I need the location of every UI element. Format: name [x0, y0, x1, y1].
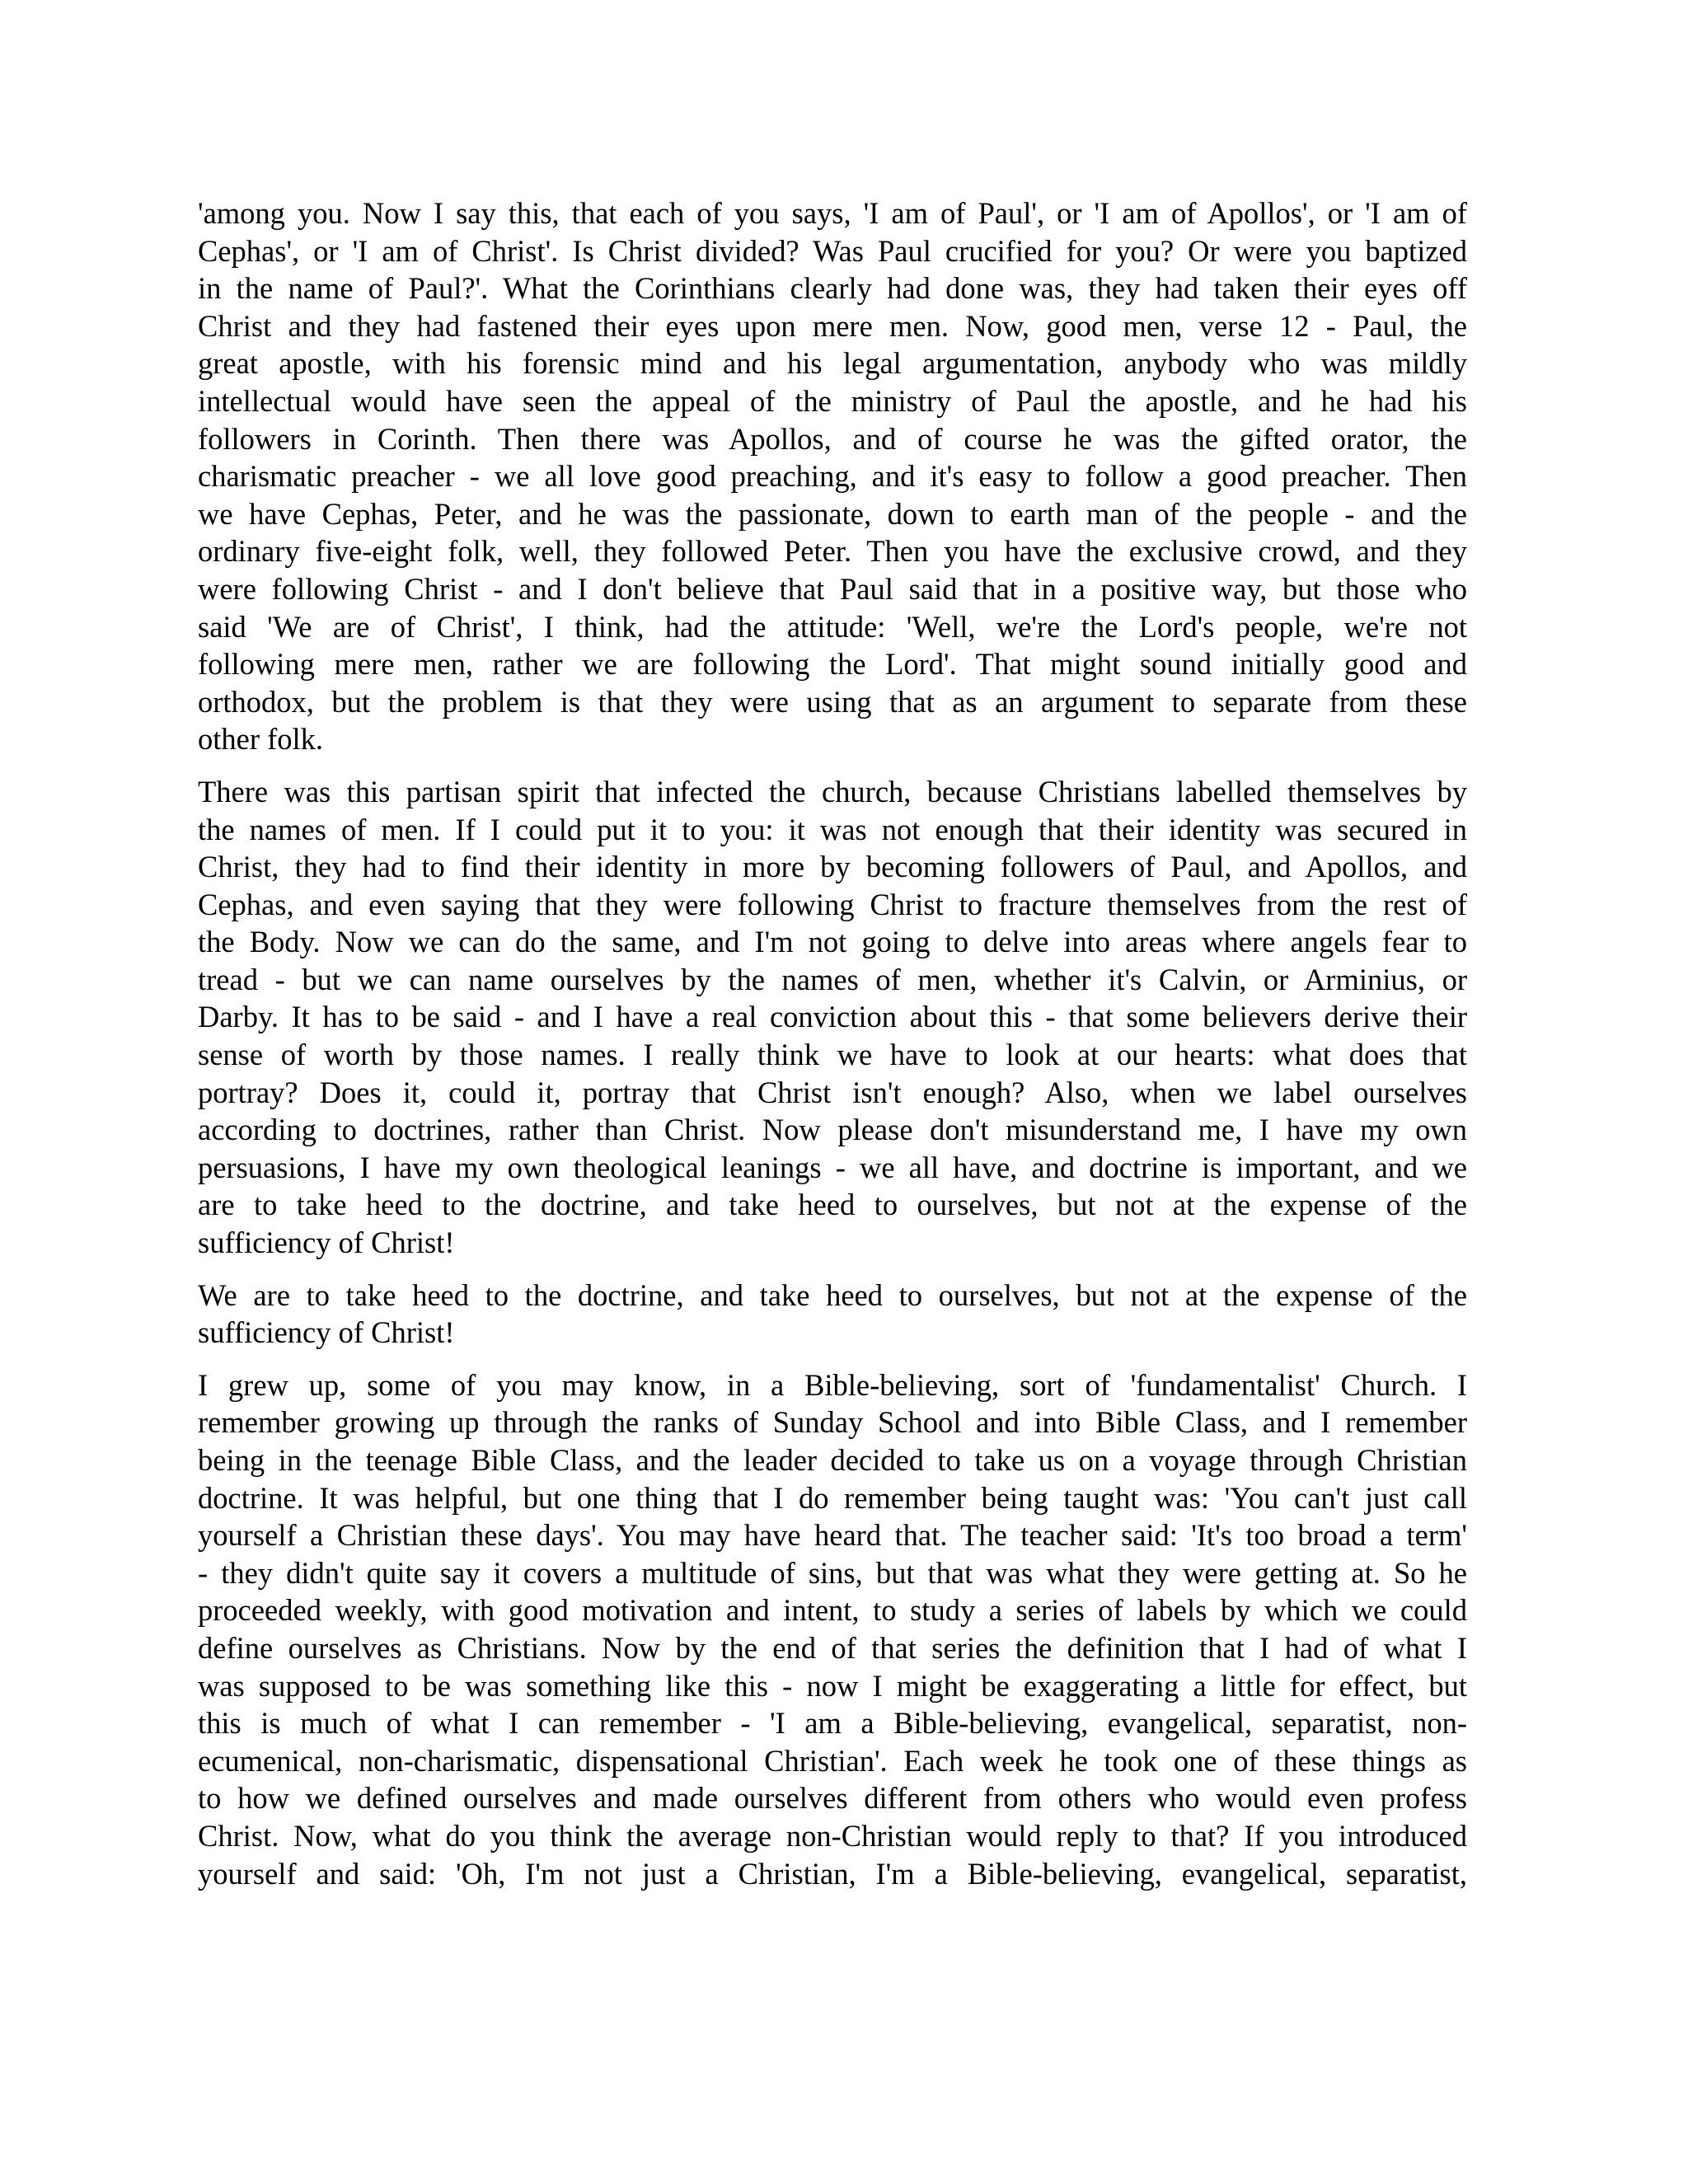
text-line: sufficiency of Christ! [198, 1226, 455, 1260]
text-line: Cephas', or 'I am of Christ'. Is Christ divided? Was Paul crucified for you? Or were you baptized [198, 233, 1467, 268]
text-line: sense of worth by those names. I really think we have to look at our hearts: what does that [198, 1038, 1467, 1072]
text-line: proceeded weekly, with good motivation and intent, to study a series of labels by which we could [198, 1593, 1467, 1628]
text-line: persuasions, I have my own theological leanings - we all have, and doctrine is important, and we [198, 1150, 1467, 1184]
text-line: following mere men, rather we are following the Lord'. That might sound initially good and [198, 647, 1467, 682]
text-line: followers in Corinth. Then there was Apollos, and of course he was the gifted orator, the [198, 421, 1467, 456]
text-line: are to take heed to the doctrine, and take heed to ourselves, but not at the expense of the [198, 1188, 1467, 1222]
text-line: great apostle, with his forensic mind and his legal argumentation, anybody who was mildly [198, 346, 1467, 381]
text-line: other folk. [198, 722, 324, 757]
paragraph-1 [198, 194, 1467, 758]
text-line: ecumenical, non-charismatic, dispensational Christian'. Each week he took one of these things as [198, 1743, 1467, 1778]
text-line: were following Christ - and I don't believe that Paul said that in a positive way, but those who [198, 571, 1467, 606]
text-line: the Body. Now we can do the same, and I'm not going to delve into areas where angels fear to [198, 925, 1467, 959]
text-line: define ourselves as Christians. Now by the end of that series the definition that I had of what I [198, 1630, 1467, 1665]
document-page [198, 194, 1467, 1907]
text-line: Christ, they had to find their identity in more by becoming followers of Paul, and Apollos, and [198, 850, 1467, 884]
text-line: doctrine. It was helpful, but one thing that I do remember being taught was: 'You can't just call [198, 1480, 1467, 1515]
text-line: sufficiency of Christ! [198, 1315, 455, 1350]
text-line: this is much of what I can remember - 'I am a Bible-believing, evangelical, separatist, non- [198, 1706, 1467, 1741]
text-line: tread - but we can name ourselves by the names of men, whether it's Calvin, or Arminius, or [198, 962, 1467, 996]
paragraph-3 [198, 1277, 1467, 1352]
text-line: 'among you. Now I say this, that each of you says, 'I am of Paul', or 'I am of Apollos', or 'I am of [198, 196, 1467, 230]
text-line: remember growing up through the ranks of Sunday School and into Bible Class, and I remember [198, 1405, 1467, 1440]
paragraph-4 [198, 1366, 1467, 1892]
paragraph-2 [198, 773, 1467, 1262]
text-line: I grew up, some of you may know, in a Bible-believing, sort of 'fundamentalist' Church. I [198, 1367, 1467, 1402]
text-line: we have Cephas, Peter, and he was the passionate, down to earth man of the people - and the [198, 496, 1467, 531]
text-line: ordinary five-eight folk, well, they followed Peter. Then you have the exclusive crowd, and they [198, 534, 1467, 569]
text-line: Christ. Now, what do you think the average non-Christian would reply to that? If you introduced [198, 1818, 1467, 1853]
text-line: the names of men. If I could put it to you: it was not enough that their identity was secured in [198, 812, 1467, 846]
text-line: Darby. It has to be said - and I have a real conviction about this - that some believers derive their [198, 1000, 1467, 1034]
text-line: portray? Does it, could it, portray that Christ isn't enough? Also, when we label ourselves [198, 1075, 1467, 1109]
text-line: being in the teenage Bible Class, and the leader decided to take us on a voyage through Christian [198, 1443, 1467, 1477]
text-line: said 'We are of Christ', I think, had the attitude: 'Well, we're the Lord's people, we're not [198, 609, 1467, 644]
text-line: according to doctrines, rather than Christ. Now please don't misunderstand me, I have my own [198, 1113, 1467, 1147]
text-line: was supposed to be was something like this - now I might be exaggerating a little for effect, but [198, 1668, 1467, 1703]
text-line: - they didn't quite say it covers a multitude of sins, but that was what they were getting at. So he [198, 1555, 1467, 1590]
text-line: We are to take heed to the doctrine, and take heed to ourselves, but not at the expense of the [198, 1277, 1467, 1312]
text-line: Christ and they had fastened their eyes upon mere men. Now, good men, verse 12 - Paul, the [198, 308, 1467, 343]
text-line: yourself and said: 'Oh, I'm not just a Christian, I'm a Bible-believing, evangelical, separatist, [198, 1856, 1467, 1891]
text-line: Cephas, and even saying that they were following Christ to fracture themselves from the rest of [198, 887, 1467, 921]
text-line: to how we defined ourselves and made ourselves different from others who would even profess [198, 1781, 1467, 1816]
text-line: in the name of Paul?'. What the Corinthians clearly had done was, they had taken their eyes off [198, 271, 1467, 306]
text-line: charismatic preacher - we all love good preaching, and it's easy to follow a good preacher. Then [198, 459, 1467, 494]
text-line: intellectual would have seen the appeal of the ministry of Paul the apostle, and he had his [198, 383, 1467, 418]
text-line: yourself a Christian these days'. You may have heard that. The teacher said: 'It's too broad a term' [198, 1518, 1467, 1553]
text-line: orthodox, but the problem is that they were using that as an argument to separate from these [198, 684, 1467, 719]
text-line: There was this partisan spirit that infected the church, because Christians labelled themselves by [198, 774, 1467, 808]
